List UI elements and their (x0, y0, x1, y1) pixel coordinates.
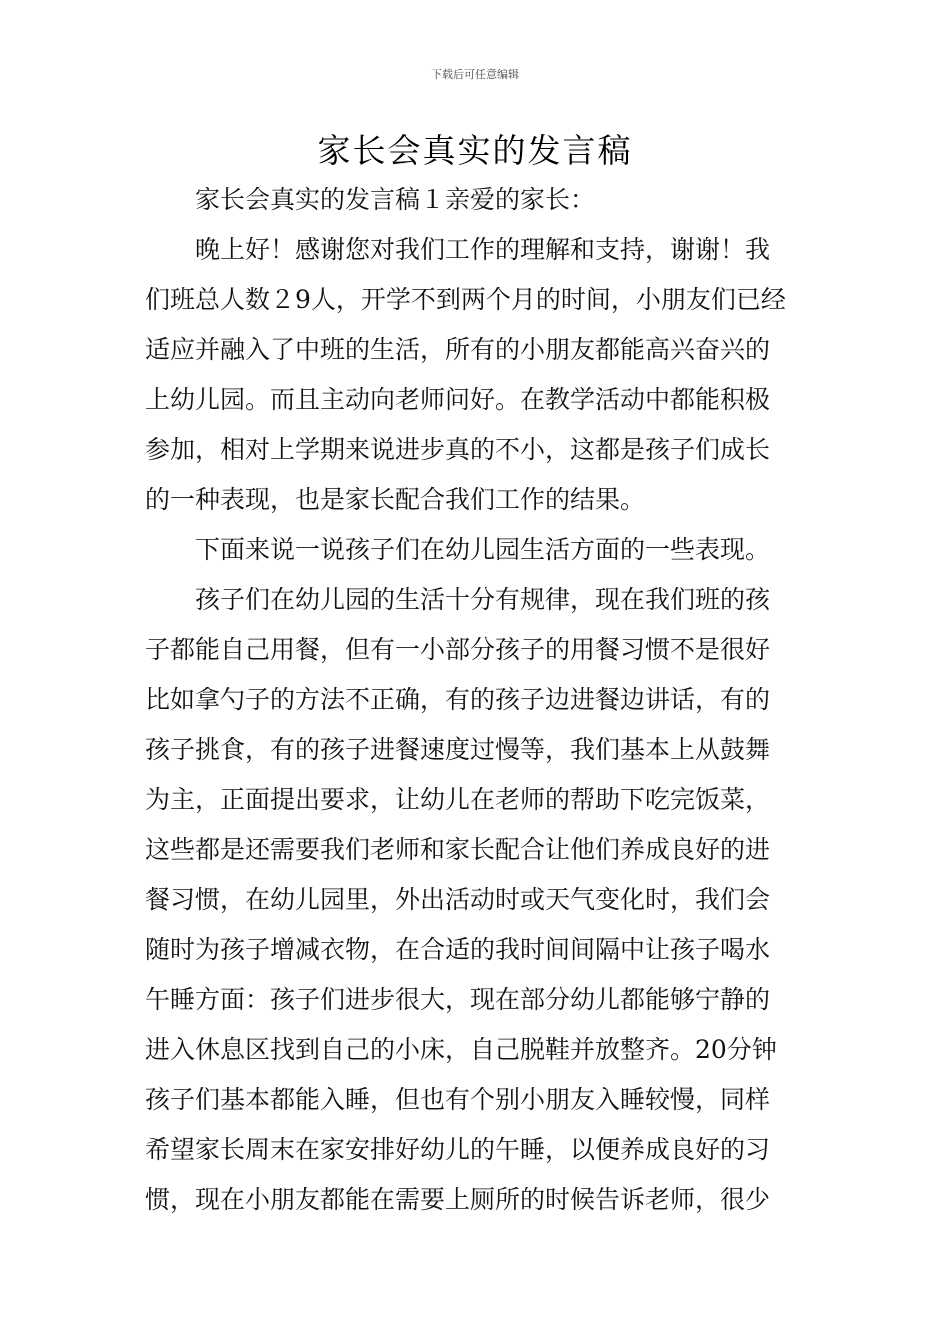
text-line: 家长会真实的发言稿１亲爱的家长： (195, 185, 596, 214)
paragraph-line (145, 875, 805, 925)
paragraph-line (145, 975, 805, 1025)
text-line: 为主，正面提出要求，让幼儿在老师的帮助下吃完饭菜， (145, 785, 771, 814)
text-line: 们班总人数２9人，开学不到两个月的时间，小朋友们已经 (145, 285, 786, 314)
paragraph-line (145, 1125, 805, 1175)
text-line: 参加，相对上学期来说进步真的不小，这都是孩子们成长 (145, 435, 771, 464)
text-line: 孩子们基本都能入睡，但也有个别小朋友入睡较慢，同样 (145, 1085, 771, 1114)
text-line: 的一种表现，也是家长配合我们工作的结果。 (145, 485, 646, 514)
paragraph-line (145, 825, 805, 875)
paragraph-line (145, 1025, 805, 1075)
text-line: 子都能自己用餐，但有一小部分孩子的用餐习惯不是很好 (145, 635, 771, 664)
paragraph-line (145, 175, 805, 225)
paragraph-line (145, 675, 805, 725)
text-line: 适应并融入了中班的生活，所有的小朋友都能高兴奋兴的 (145, 335, 771, 364)
document-title: 家长会真实的发言稿 (317, 131, 633, 170)
paragraph-line (145, 325, 805, 375)
text-line: 进入休息区找到自己的小床，自己脱鞋并放整齐。20分钟 (145, 1035, 777, 1064)
paragraph-line (145, 725, 805, 775)
text-line: 午睡方面：孩子们进步很大，现在部分幼儿都能够宁静的 (145, 985, 771, 1014)
paragraph-line (145, 625, 805, 675)
text-line: 孩子们在幼儿园的生活十分有规律，现在我们班的孩 (195, 585, 771, 614)
paragraph-line (145, 425, 805, 475)
text-line: 下面来说一说孩子们在幼儿园生活方面的一些表现。 (195, 535, 771, 564)
document-body (145, 175, 805, 1225)
paragraph-line (145, 575, 805, 625)
paragraph-line (145, 225, 805, 275)
paragraph-line (145, 1075, 805, 1125)
text-line: 惯，现在小朋友都能在需要上厕所的时候告诉老师，很少 (145, 1185, 771, 1214)
paragraph-line (145, 475, 805, 525)
header-note: 下载后可任意编辑 (431, 68, 519, 81)
text-line: 希望家长周末在家安排好幼儿的午睡，以便养成良好的习 (145, 1135, 771, 1164)
text-line: 上幼儿园。而且主动向老师问好。在教学活动中都能积极 (145, 385, 771, 414)
text-line: 晚上好！感谢您对我们工作的理解和支持，谢谢！我 (195, 235, 771, 264)
paragraph-line (145, 375, 805, 425)
text-line: 比如拿勺子的方法不正确，有的孩子边进餐边讲话，有的 (145, 685, 771, 714)
text-line: 随时为孩子增减衣物，在合适的我时间间隔中让孩子喝水 (145, 935, 771, 964)
paragraph-line (145, 525, 805, 575)
text-line: 孩子挑食，有的孩子进餐速度过慢等，我们基本上从鼓舞 (145, 735, 771, 764)
paragraph-line (145, 1175, 805, 1225)
paragraph-line (145, 275, 805, 325)
text-line: 餐习惯，在幼儿园里，外出活动时或天气变化时，我们会 (145, 885, 771, 914)
text-line: 这些都是还需要我们老师和家长配合让他们养成良好的进 (145, 835, 771, 864)
paragraph-line (145, 775, 805, 825)
paragraph-line (145, 925, 805, 975)
